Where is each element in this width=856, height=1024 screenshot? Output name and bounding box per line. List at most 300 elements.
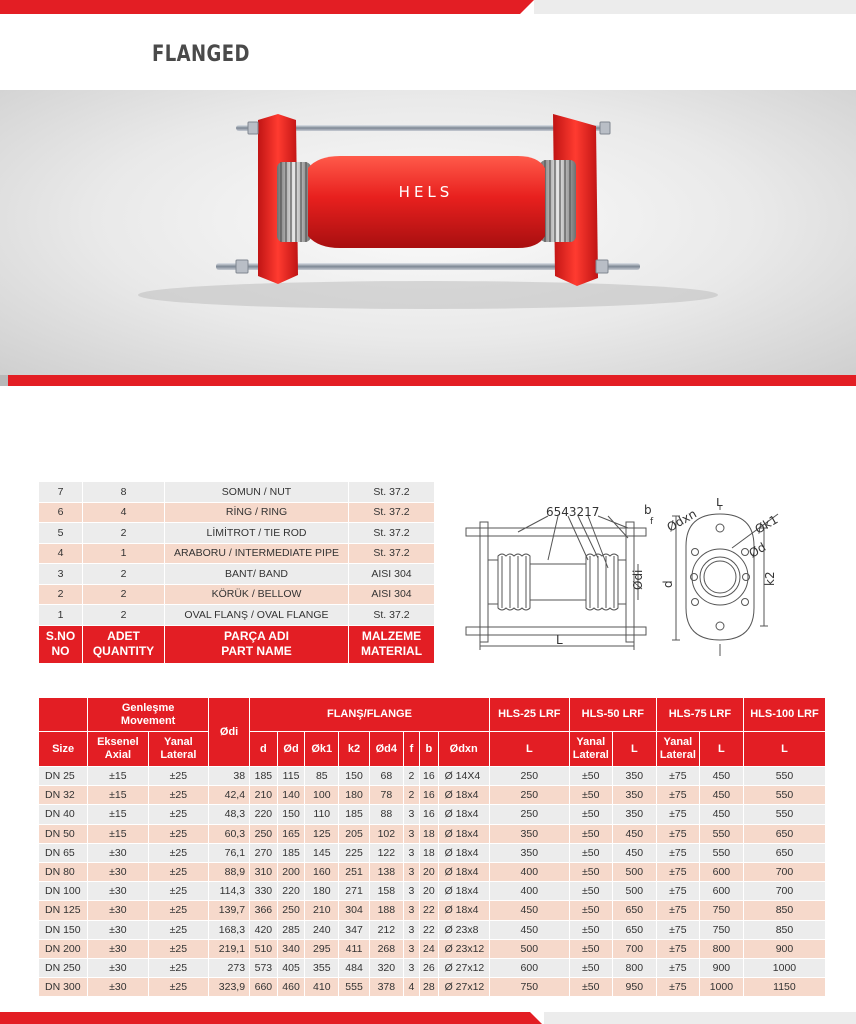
b-cell: 26 [420, 958, 438, 977]
ok1-cell: 110 [305, 805, 339, 824]
lateral-cell: ±25 [148, 920, 208, 939]
parts-row [39, 543, 435, 564]
d-cell: 210 [250, 786, 278, 805]
hls50-l-cell: 350 [612, 767, 656, 786]
d-header: d [250, 732, 278, 767]
hls75-l-header: L [699, 732, 743, 767]
sno-cell: 3 [39, 564, 83, 585]
qty-cell: 2 [83, 584, 165, 605]
hls50-l-cell: 800 [612, 958, 656, 977]
hls75-lateral-cell: ±75 [656, 767, 699, 786]
axial-header-line2: Axial [104, 749, 132, 761]
odxn-cell: Ø 27x12 [438, 958, 489, 977]
movement-header-line2: Movement [120, 714, 176, 727]
ok1-cell: 410 [305, 978, 339, 997]
hls25-l-cell: 350 [489, 824, 569, 843]
hls75-l-cell: 550 [699, 824, 743, 843]
hls75-lateral-header [656, 732, 699, 767]
f-cell: 3 [403, 843, 419, 862]
f-cell: 3 [403, 939, 419, 958]
label-b: b [644, 503, 652, 517]
hls50-l-cell: 500 [612, 862, 656, 881]
b-cell: 16 [420, 805, 438, 824]
hls50-lateral-cell: ±50 [569, 901, 612, 920]
od4-cell: 158 [369, 882, 403, 901]
sno-cell: 5 [39, 523, 83, 544]
axial-cell: ±30 [88, 978, 148, 997]
hls75-l-cell: 750 [699, 901, 743, 920]
od4-cell: 68 [369, 767, 403, 786]
od-cell: 285 [277, 920, 305, 939]
d-cell: 573 [250, 958, 278, 977]
hls75-lateral-cell: ±75 [656, 805, 699, 824]
odxn-cell: Ø 23x8 [438, 920, 489, 939]
size-header: Size [39, 732, 88, 767]
part-name-cell: RİNG / RING [165, 502, 349, 523]
odxn-header: Ødxn [438, 732, 489, 767]
photo-bottom-stripe [0, 375, 856, 386]
spec-row [39, 767, 826, 786]
pipe-drawing [530, 564, 586, 600]
label-d: d [661, 580, 675, 588]
product-photo [0, 90, 856, 376]
odxn-cell: Ø 27x12 [438, 978, 489, 997]
k2-cell: 411 [339, 939, 370, 958]
d-cell: 330 [250, 882, 278, 901]
axial-header-line1: Eksenel [97, 736, 139, 748]
k2-cell: 555 [339, 978, 370, 997]
hls100-l-cell: 700 [743, 882, 825, 901]
odxn-cell: Ø 18x4 [438, 805, 489, 824]
od-cell: 220 [277, 882, 305, 901]
spec-row [39, 786, 826, 805]
parts-row [39, 605, 435, 626]
shadow [138, 281, 718, 309]
hls100-l-cell: 550 [743, 805, 825, 824]
sno-cell: 2 [39, 584, 83, 605]
k2-cell: 185 [339, 805, 370, 824]
hls50-l-cell: 450 [612, 824, 656, 843]
bottom-accent-bar [0, 1012, 530, 1024]
axial-cell: ±30 [88, 901, 148, 920]
label-dxn: Ødxn [664, 506, 700, 535]
axial-cell: ±15 [88, 805, 148, 824]
material-cell: St. 37.2 [349, 502, 435, 523]
hls100-l-cell: 550 [743, 767, 825, 786]
odxn-cell: Ø 14X4 [438, 767, 489, 786]
size-cell: DN 100 [39, 882, 88, 901]
b-cell: 16 [420, 786, 438, 805]
odxn-cell: Ø 18x4 [438, 901, 489, 920]
lateral-cell: ±25 [148, 882, 208, 901]
parts-table [38, 481, 435, 664]
right-bellow [540, 160, 576, 242]
parts-row [39, 564, 435, 585]
hls75-lateral-cell: ±75 [656, 882, 699, 901]
hls75-l-cell: 750 [699, 920, 743, 939]
ok1-header: Øk1 [305, 732, 339, 767]
label-di: Ødi [631, 569, 645, 590]
d-cell: 660 [250, 978, 278, 997]
ok1-cell: 125 [305, 824, 339, 843]
hls50-lateral-cell: ±50 [569, 786, 612, 805]
hls50-lateral-line1: Yanal [576, 736, 606, 748]
d-cell: 510 [250, 939, 278, 958]
lateral-cell: ±25 [148, 843, 208, 862]
spec-row [39, 920, 826, 939]
material-header-line2: MATERIAL [360, 644, 423, 658]
b-header: b [420, 732, 438, 767]
lateral-header [148, 732, 208, 767]
material-cell: St. 37.2 [349, 605, 435, 626]
lateral-cell: ±25 [148, 862, 208, 881]
size-cell: DN 40 [39, 805, 88, 824]
axial-cell: ±30 [88, 939, 148, 958]
d-cell: 270 [250, 843, 278, 862]
d-cell: 310 [250, 862, 278, 881]
size-cell: DN 65 [39, 843, 88, 862]
odi-cell: 114,3 [209, 882, 250, 901]
size-header-blank [39, 698, 88, 732]
odxn-cell: Ø 23x12 [438, 939, 489, 958]
hls100-l-cell: 1150 [743, 978, 825, 997]
spec-row [39, 901, 826, 920]
ok1-cell: 180 [305, 882, 339, 901]
ok1-cell: 100 [305, 786, 339, 805]
ok1-cell: 355 [305, 958, 339, 977]
b-cell: 20 [420, 882, 438, 901]
ok1-cell: 85 [305, 767, 339, 786]
spec-row [39, 978, 826, 997]
odxn-cell: Ø 18x4 [438, 843, 489, 862]
label-k1: Øk1 [752, 512, 781, 537]
f-cell: 3 [403, 958, 419, 977]
qty-header-line1: ADET [107, 629, 140, 643]
hls100-l-header: L [743, 732, 825, 767]
odi-cell: 88,9 [209, 862, 250, 881]
qty-header [83, 625, 165, 663]
size-cell: DN 80 [39, 862, 88, 881]
left-flange-drawing [480, 522, 488, 642]
hls50-lateral-header [569, 732, 612, 767]
odxn-cell: Ø 18x4 [438, 824, 489, 843]
hls50-lateral-line2: Lateral [572, 749, 609, 761]
hls25-header: HLS-25 LRF [489, 698, 569, 732]
f-cell: 3 [403, 805, 419, 824]
od4-cell: 122 [369, 843, 403, 862]
label-od: Ød [746, 539, 769, 561]
odi-cell: 48,3 [209, 805, 250, 824]
qty-cell: 2 [83, 564, 165, 585]
spec-body [39, 767, 826, 997]
odi-cell: 219,1 [209, 939, 250, 958]
k2-cell: 304 [339, 901, 370, 920]
f-cell: 3 [403, 862, 419, 881]
material-header-line1: MALZEME [361, 629, 422, 643]
d-cell: 250 [250, 824, 278, 843]
part-callouts: 6543217 [546, 505, 600, 519]
bottom-grey-bar [544, 1012, 856, 1024]
f-cell: 3 [403, 920, 419, 939]
hls75-lateral-line1: Yanal [663, 736, 693, 748]
hls50-lateral-cell: ±50 [569, 767, 612, 786]
hls50-lateral-cell: ±50 [569, 862, 612, 881]
ok1-cell: 240 [305, 920, 339, 939]
hls75-l-cell: 600 [699, 862, 743, 881]
left-bellow-drawing [498, 554, 530, 610]
lateral-header-line2: Lateral [160, 749, 197, 761]
sno-cell: 7 [39, 482, 83, 503]
spec-header-row-1 [39, 698, 826, 732]
k2-cell: 347 [339, 920, 370, 939]
od-header: Ød [277, 732, 305, 767]
hls50-lateral-cell: ±50 [569, 843, 612, 862]
hls100-l-cell: 1000 [743, 958, 825, 977]
part-header [165, 625, 349, 663]
movement-header-line1: Genleşme [121, 701, 175, 714]
b-cell: 18 [420, 824, 438, 843]
od-cell: 185 [277, 843, 305, 862]
ok1-cell: 145 [305, 843, 339, 862]
axial-cell: ±15 [88, 767, 148, 786]
hls25-l-cell: 500 [489, 939, 569, 958]
od4-cell: 138 [369, 862, 403, 881]
b-cell: 22 [420, 920, 438, 939]
hls25-l-cell: 250 [489, 767, 569, 786]
hls75-l-cell: 900 [699, 958, 743, 977]
hls100-header: HLS-100 LRF [743, 698, 825, 732]
od4-cell: 102 [369, 824, 403, 843]
f-cell: 3 [403, 882, 419, 901]
part-header-line1: PARÇA ADI [224, 629, 289, 643]
od4-cell: 188 [369, 901, 403, 920]
lateral-cell: ±25 [148, 805, 208, 824]
hls25-l-cell: 750 [489, 978, 569, 997]
sno-cell: 4 [39, 543, 83, 564]
spec-row [39, 882, 826, 901]
odi-cell: 139,7 [209, 901, 250, 920]
hls100-l-cell: 550 [743, 786, 825, 805]
part-name-cell: ARABORU / INTERMEDIATE PIPE [165, 543, 349, 564]
size-cell: DN 150 [39, 920, 88, 939]
hls75-header: HLS-75 LRF [656, 698, 743, 732]
hls100-l-cell: 650 [743, 824, 825, 843]
f-cell: 2 [403, 767, 419, 786]
f-cell: 2 [403, 786, 419, 805]
d-cell: 185 [250, 767, 278, 786]
hls100-l-cell: 700 [743, 862, 825, 881]
parts-row [39, 523, 435, 544]
bolt-holes [691, 524, 750, 630]
spec-table [38, 697, 826, 997]
top-grey-bar [534, 0, 856, 14]
od-cell: 140 [277, 786, 305, 805]
od4-cell: 378 [369, 978, 403, 997]
axial-cell: ±15 [88, 786, 148, 805]
hls25-l-cell: 450 [489, 920, 569, 939]
left-bellow [277, 162, 311, 242]
qty-header-line2: QUANTITY [92, 644, 155, 658]
spec-header-row-2 [39, 732, 826, 767]
axial-cell: ±30 [88, 862, 148, 881]
b-cell: 20 [420, 862, 438, 881]
odi-cell: 273 [209, 958, 250, 977]
label-L-front: L [716, 498, 723, 509]
od-cell: 115 [277, 767, 305, 786]
axial-cell: ±15 [88, 824, 148, 843]
hls75-l-cell: 1000 [699, 978, 743, 997]
hls75-lateral-cell: ±75 [656, 843, 699, 862]
hls50-l-cell: 700 [612, 939, 656, 958]
od4-header: Ød4 [369, 732, 403, 767]
lateral-cell: ±25 [148, 958, 208, 977]
k2-cell: 150 [339, 767, 370, 786]
f-cell: 3 [403, 901, 419, 920]
spec-row [39, 939, 826, 958]
qty-cell: 8 [83, 482, 165, 503]
od-cell: 165 [277, 824, 305, 843]
hls100-l-cell: 650 [743, 843, 825, 862]
hls50-l-cell: 450 [612, 843, 656, 862]
hls75-l-cell: 800 [699, 939, 743, 958]
lateral-cell: ±25 [148, 939, 208, 958]
size-cell: DN 25 [39, 767, 88, 786]
hls100-l-cell: 850 [743, 901, 825, 920]
part-name-cell: SOMUN / NUT [165, 482, 349, 503]
od4-cell: 78 [369, 786, 403, 805]
hls50-lateral-cell: ±50 [569, 824, 612, 843]
hls50-lateral-cell: ±50 [569, 882, 612, 901]
k2-cell: 271 [339, 882, 370, 901]
hls75-l-cell: 550 [699, 843, 743, 862]
k2-header: k2 [339, 732, 370, 767]
size-cell: DN 32 [39, 786, 88, 805]
b-cell: 22 [420, 901, 438, 920]
spec-row [39, 958, 826, 977]
hls75-lateral-cell: ±75 [656, 939, 699, 958]
b-cell: 28 [420, 978, 438, 997]
ok1-cell: 210 [305, 901, 339, 920]
spec-row [39, 805, 826, 824]
hls75-l-cell: 450 [699, 767, 743, 786]
axial-cell: ±30 [88, 843, 148, 862]
intermediate-pipe [308, 156, 545, 248]
odxn-cell: Ø 18x4 [438, 862, 489, 881]
odi-header: Ødi [209, 698, 250, 767]
flange-header: FLANŞ/FLANGE [250, 698, 490, 732]
k2-cell: 251 [339, 862, 370, 881]
sno-header [39, 625, 83, 663]
hls75-lateral-cell: ±75 [656, 920, 699, 939]
parts-row [39, 584, 435, 605]
d-cell: 420 [250, 920, 278, 939]
f-header: f [403, 732, 419, 767]
material-cell: St. 37.2 [349, 482, 435, 503]
od4-cell: 268 [369, 939, 403, 958]
right-bellow-drawing [586, 554, 618, 610]
od-cell: 150 [277, 805, 305, 824]
hls75-l-cell: 600 [699, 882, 743, 901]
part-name-cell: KÖRÜK / BELLOW [165, 584, 349, 605]
od4-cell: 212 [369, 920, 403, 939]
hls75-lateral-cell: ±75 [656, 824, 699, 843]
hls75-lateral-cell: ±75 [656, 862, 699, 881]
qty-cell: 2 [83, 523, 165, 544]
material-cell: AISI 304 [349, 584, 435, 605]
part-name-cell: LİMİTROT / TIE ROD [165, 523, 349, 544]
size-cell: DN 125 [39, 901, 88, 920]
d-cell: 220 [250, 805, 278, 824]
qty-cell: 2 [83, 605, 165, 626]
od4-cell: 88 [369, 805, 403, 824]
od-cell: 460 [277, 978, 305, 997]
spec-row [39, 843, 826, 862]
ok1-cell: 295 [305, 939, 339, 958]
axial-cell: ±30 [88, 920, 148, 939]
od-cell: 250 [277, 901, 305, 920]
hls75-l-cell: 450 [699, 805, 743, 824]
hls25-l-cell: 250 [489, 805, 569, 824]
parts-row [39, 502, 435, 523]
hls100-l-cell: 850 [743, 920, 825, 939]
b-cell: 16 [420, 767, 438, 786]
f-cell: 4 [403, 978, 419, 997]
hls50-l-cell: 350 [612, 786, 656, 805]
hls75-lateral-cell: ±75 [656, 901, 699, 920]
hls25-l-cell: 450 [489, 901, 569, 920]
hls50-l-cell: 650 [612, 901, 656, 920]
material-cell: AISI 304 [349, 564, 435, 585]
k2-cell: 180 [339, 786, 370, 805]
axial-cell: ±30 [88, 958, 148, 977]
technical-drawing [458, 498, 828, 663]
parts-row [39, 482, 435, 503]
axial-cell: ±30 [88, 882, 148, 901]
sno-cell: 1 [39, 605, 83, 626]
f-cell: 3 [403, 824, 419, 843]
d-cell: 366 [250, 901, 278, 920]
hls75-lateral-cell: ±75 [656, 958, 699, 977]
hls50-lateral-cell: ±50 [569, 958, 612, 977]
hls75-lateral-line2: Lateral [659, 749, 696, 761]
lateral-cell: ±25 [148, 978, 208, 997]
odi-cell: 42,4 [209, 786, 250, 805]
size-cell: DN 50 [39, 824, 88, 843]
od-cell: 405 [277, 958, 305, 977]
hls75-l-cell: 450 [699, 786, 743, 805]
hls25-l-cell: 600 [489, 958, 569, 977]
odi-cell: 38 [209, 767, 250, 786]
material-cell: St. 37.2 [349, 543, 435, 564]
material-cell: St. 37.2 [349, 523, 435, 544]
sno-header-line1: S.NO [45, 629, 76, 643]
sno-header-line2: NO [51, 644, 70, 658]
lateral-cell: ±25 [148, 824, 208, 843]
parts-header-row [39, 625, 435, 663]
label-k2: k2 [763, 571, 777, 586]
qty-cell: 1 [83, 543, 165, 564]
od4-cell: 320 [369, 958, 403, 977]
k2-cell: 225 [339, 843, 370, 862]
hls50-lateral-cell: ±50 [569, 805, 612, 824]
part-header-line2: PART NAME [221, 644, 292, 658]
k2-cell: 205 [339, 824, 370, 843]
size-cell: DN 300 [39, 978, 88, 997]
lateral-header-line1: Yanal [163, 736, 193, 748]
spec-row [39, 824, 826, 843]
od-cell: 340 [277, 939, 305, 958]
k2-cell: 484 [339, 958, 370, 977]
